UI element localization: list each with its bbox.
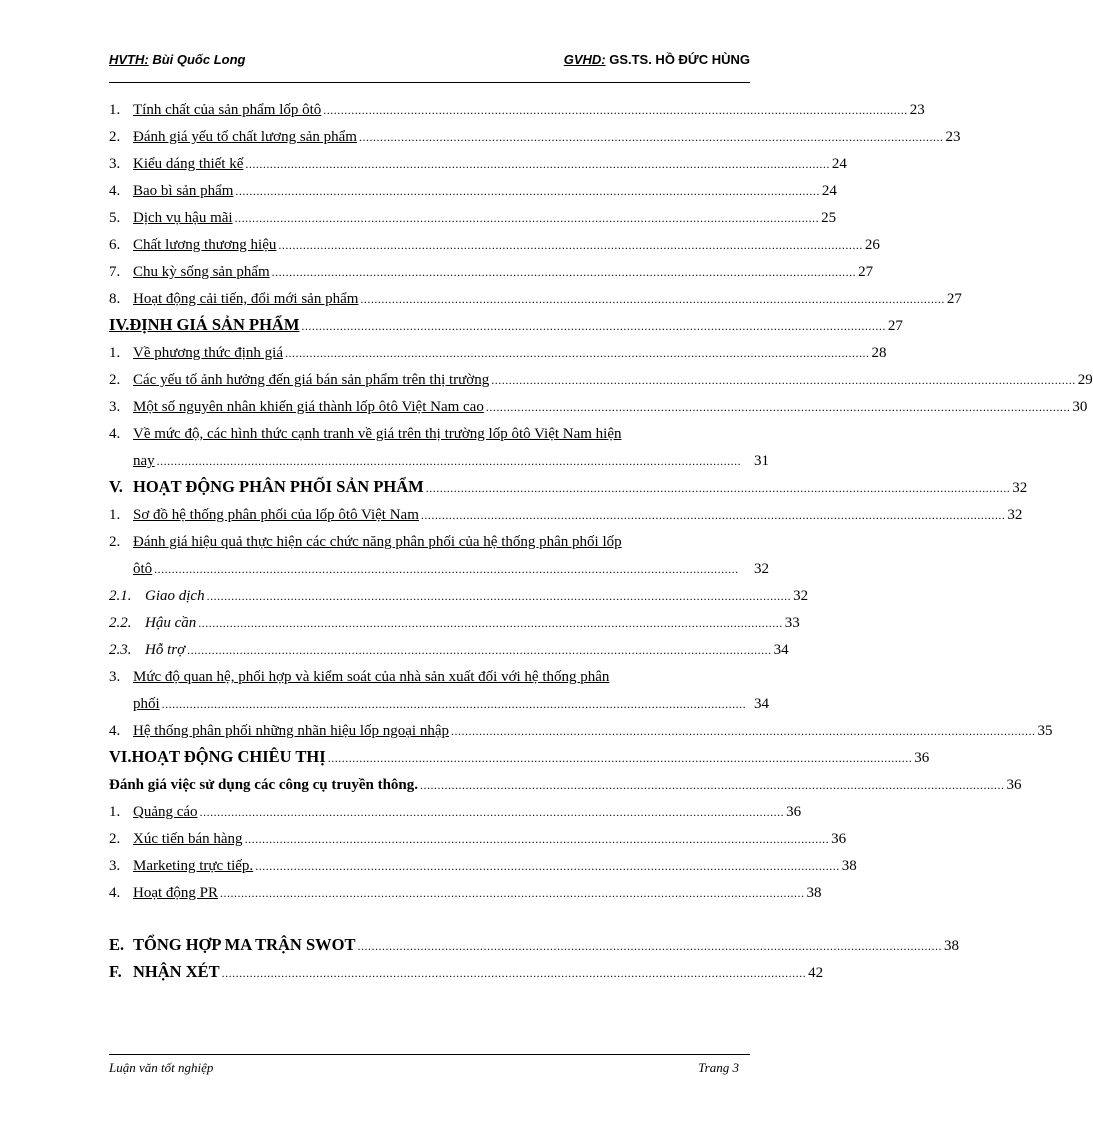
toc-link[interactable]: Marketing trực tiếp. xyxy=(133,858,254,874)
toc-link[interactable]: Quảng cáo xyxy=(133,804,198,820)
toc-link[interactable]: Bao bì sản phẩm xyxy=(133,183,234,199)
toc-link[interactable]: Mức độ quan hệ, phối hợp và kiểm soát của nhà sản xuất đối với hệ thống phân xyxy=(133,669,610,685)
toc-link[interactable]: HOẠT ĐỘNG PHÂN PHỐI SẢN PHẨM xyxy=(133,477,424,496)
toc-link[interactable]: Xúc tiến bán hàng xyxy=(133,831,243,847)
toc-section-heading: VI. HOẠT ĐỘNG CHIÊU THỊ ....................................................................................................................................................................... 36 xyxy=(109,747,930,766)
toc-entry: 3. Mức độ quan hệ, phối hợp và kiểm soát của nhà sản xuất đối với hệ thống phân xyxy=(109,669,610,685)
toc-entry-continuation: phối ....................................................................................................................................................................... 34 xyxy=(133,696,769,712)
toc-section-heading: IV. ĐỊNH GIÁ SẢN PHẨM ....................................................................................................................................................................... 27 xyxy=(109,315,903,334)
toc-link[interactable]: Chất lương thương hiệu xyxy=(133,237,277,253)
toc-entry: 2.2. Hậu cần ....................................................................................................................................................................... 33 xyxy=(109,615,800,631)
toc-entry: 2. Đánh giá yếu tố chất lương sản phẩm ....................................................................................................................................................................... 23 xyxy=(109,129,961,145)
toc-entry: 4. Về mức độ, các hình thức cạnh tranh về giá trên thị trường lốp ôtô Việt Nam hiện xyxy=(109,426,622,442)
toc-entry: 2.1. Giao dịch ....................................................................................................................................................................... 32 xyxy=(109,588,809,604)
footer-thesis-label: Luận văn tốt nghiệp xyxy=(109,1060,214,1075)
toc-link[interactable]: TỔNG HỢP MA TRẬN SWOT xyxy=(133,935,356,954)
toc-link[interactable]: Đánh giá yếu tố chất lương sản phẩm xyxy=(133,129,357,145)
toc-link[interactable]: Về phương thức định giá xyxy=(133,345,283,361)
toc-entry: 3. Marketing trực tiếp. ....................................................................................................................................................................... 38 xyxy=(109,858,857,874)
toc-link[interactable]: Hệ thống phân phối những nhãn hiệu lốp ngoại nhập xyxy=(133,723,449,739)
toc-link[interactable]: Hoạt động cải tiến, đổi mới sản phẩm xyxy=(133,291,359,307)
toc-link[interactable]: Về mức độ, các hình thức cạnh tranh về giá trên thị trường lốp ôtô Việt Nam hiện xyxy=(133,426,622,442)
toc-entry-continuation: ôtô ....................................................................................................................................................................... 32 xyxy=(133,561,769,577)
page-footer xyxy=(109,1060,739,1076)
header-rule xyxy=(109,82,750,83)
toc-link[interactable]: Hậu cần xyxy=(145,615,197,631)
toc-entry: 4. Hoạt động PR ....................................................................................................................................................................... 38 xyxy=(109,885,822,901)
toc-entry: 4. Hệ thống phân phối những nhãn hiệu lốp ngoại nhập ....................................................................................................................................................................... 35 xyxy=(109,723,1053,739)
toc-entry: 1. Sơ đồ hệ thống phân phối của lốp ôtô Việt Nam ....................................................................................................................................................................... 32 xyxy=(109,507,1023,523)
toc-entry: 3. Kiểu dáng thiết kế ....................................................................................................................................................................... 24 xyxy=(109,156,847,172)
toc-link[interactable]: Đánh giá hiệu quả thực hiện các chức năng phân phối của hệ thống phân phối lốp xyxy=(133,534,622,550)
supervisor-label: GVHD: GS.TS. HỒ ĐỨC HÙNG xyxy=(563,52,750,67)
toc-entry-continuation: nay ....................................................................................................................................................................... 31 xyxy=(133,453,769,469)
toc-entry: 6. Chất lương thương hiệu ....................................................................................................................................................................... 26 xyxy=(109,237,880,253)
toc-link[interactable]: Các yếu tố ảnh hưởng đến giá bán sản phẩm trên thị trường xyxy=(133,372,490,388)
toc-subheading: Đánh giá việc sử dụng các công cụ truyền thông. ....................................................................................................................................................................... 36 xyxy=(109,777,1022,793)
toc-entry: 2. Các yếu tố ảnh hưởng đến giá bán sản phẩm trên thị trường ....................................................................................................................................................................... 29 xyxy=(109,372,1093,388)
toc-entry: 7. Chu kỳ sống sản phẩm ....................................................................................................................................................................... 27 xyxy=(109,264,874,280)
toc-entry: 1. Tính chất của sản phẩm lốp ôtô ....................................................................................................................................................................... 23 xyxy=(109,102,925,118)
toc-entry: 1. Quảng cáo ....................................................................................................................................................................... 36 xyxy=(109,804,802,820)
toc-section-heading: E. TỔNG HỢP MA TRẬN SWOT ....................................................................................................................................................................... 38 xyxy=(109,935,959,954)
toc-entry: 3. Một số nguyên nhân khiến giá thành lốp ôtô Việt Nam cao ....................................................................................................................................................................... 30 xyxy=(109,399,1088,415)
toc-entry: 2. Xúc tiến bán hàng ....................................................................................................................................................................... 36 xyxy=(109,831,847,847)
toc-link[interactable]: Chu kỳ sống sản phẩm xyxy=(133,264,270,280)
toc-link[interactable]: NHẬN XÉT xyxy=(133,962,220,981)
student-label: HVTH: Bùi Quốc Long xyxy=(109,52,246,67)
page-number: Trang 3 xyxy=(698,1060,739,1075)
toc-entry: 1. Về phương thức định giá ....................................................................................................................................................................... 28 xyxy=(109,345,887,361)
toc-link[interactable]: ĐỊNH GIÁ SẢN PHẨM xyxy=(129,315,300,334)
toc-link[interactable]: phối xyxy=(133,696,160,712)
toc-entry: 4. Bao bì sản phẩm ....................................................................................................................................................................... 24 xyxy=(109,183,837,199)
toc-link[interactable]: Giao dịch xyxy=(145,588,205,604)
page-header xyxy=(109,50,750,72)
toc-section-heading: F. NHẬN XÉT ....................................................................................................................................................................... 42 xyxy=(109,962,824,981)
toc-entry: 8. Hoạt động cải tiến, đổi mới sản phẩm ....................................................................................................................................................................... 27 xyxy=(109,291,962,307)
toc-link[interactable]: Kiểu dáng thiết kế xyxy=(133,156,244,172)
toc-link[interactable]: ôtô xyxy=(133,561,153,577)
footer-rule xyxy=(109,1054,750,1055)
toc-entry: 5. Dịch vụ hậu mãi ....................................................................................................................................................................... 25 xyxy=(109,210,837,226)
toc-link[interactable]: Dịch vụ hậu mãi xyxy=(133,210,233,226)
toc-link[interactable]: Đánh giá việc sử dụng các công cụ truyền thông. xyxy=(109,777,419,793)
toc-link[interactable]: nay xyxy=(133,453,155,469)
toc-link[interactable]: Sơ đồ hệ thống phân phối của lốp ôtô Việt Nam xyxy=(133,507,419,523)
toc-entry: 2. Đánh giá hiệu quả thực hiện các chức năng phân phối của hệ thống phân phối lốp xyxy=(109,534,622,550)
toc-section-heading: V. HOẠT ĐỘNG PHÂN PHỐI SẢN PHẨM ....................................................................................................................................................................... 32 xyxy=(109,477,1028,496)
toc-link[interactable]: Một số nguyên nhân khiến giá thành lốp ôtô Việt Nam cao xyxy=(133,399,484,415)
table-of-contents xyxy=(109,96,1093,986)
toc-link[interactable]: HOẠT ĐỘNG CHIÊU THỊ xyxy=(131,747,326,766)
toc-link[interactable]: Hoạt động PR xyxy=(133,885,219,901)
toc-link[interactable]: Tính chất của sản phẩm lốp ôtô xyxy=(133,102,322,118)
toc-link[interactable]: Hỗ trợ xyxy=(145,642,186,658)
toc-entry: 2.3. Hỗ trợ ....................................................................................................................................................................... 34 xyxy=(109,642,789,658)
